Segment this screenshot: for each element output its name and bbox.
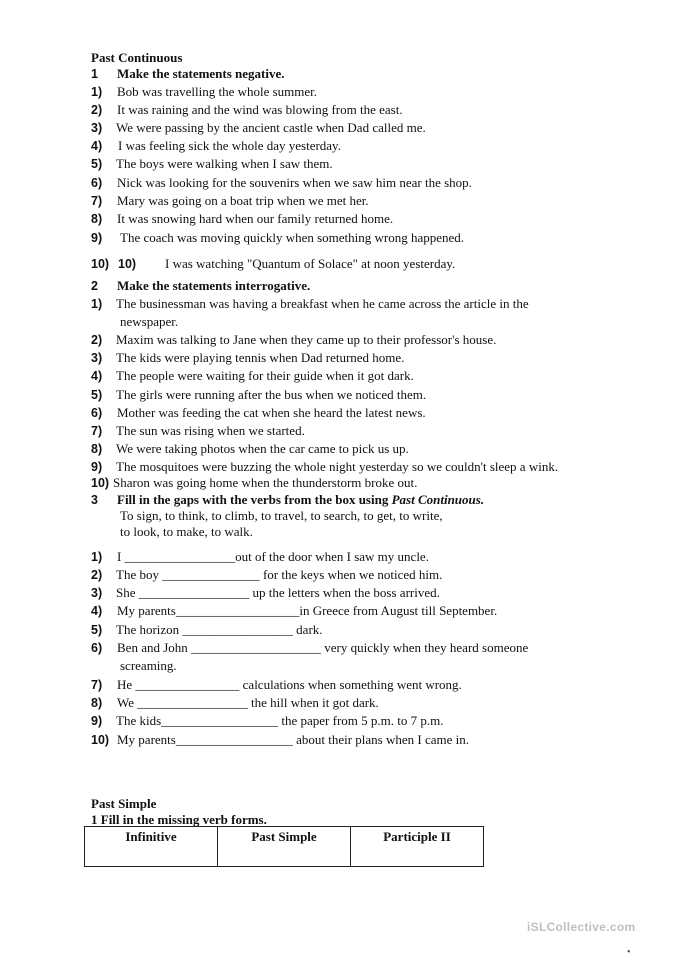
verb-box-line-1: To sign, to think, to climb, to travel, to search, to get, to write, xyxy=(120,508,443,523)
gap-sentence: Ben and John ____________________ very quickly when they heard someone xyxy=(117,640,529,655)
item-text: The people were waiting for their guide when it got dark. xyxy=(116,368,414,383)
gap-sentence: He ________________ calculations when something went wrong. xyxy=(117,677,462,692)
item-number-duplicate: 10) xyxy=(118,257,137,271)
item-text: It was snowing hard when our family returned home. xyxy=(117,211,394,226)
table-row xyxy=(85,827,484,867)
item-text: The coach was moving quickly when something wrong happened. xyxy=(120,230,465,245)
item-text: Mother was feeding the cat when she heard the latest news. xyxy=(117,405,426,420)
item-number: 6) xyxy=(91,641,103,655)
exercise-heading xyxy=(117,492,484,508)
item-text: It was raining and the wind was blowing from the east. xyxy=(117,102,403,117)
gap-sentence-continued: screaming. xyxy=(120,658,177,673)
verb-box-line-2: to look, to make, to walk. xyxy=(120,524,253,539)
gap-sentence: I _________________out of the door when I saw my uncle. xyxy=(117,549,429,564)
section-title-past-simple: Past Simple xyxy=(91,796,157,811)
item-number: 2) xyxy=(91,568,103,582)
table-header-infinitive: Infinitive xyxy=(85,827,218,867)
item-number: 10) xyxy=(91,257,110,271)
item-text: Maxim was talking to Jane when they came up to their professor's house. xyxy=(116,332,497,347)
item-number: 5) xyxy=(91,388,103,402)
item-text: The mosquitoes were buzzing the whole night yesterday so we couldn't sleep a wink. xyxy=(116,459,559,474)
section-title-past-continuous: Past Continuous xyxy=(91,50,183,65)
item-text: We were passing by the ancient castle when Dad called me. xyxy=(116,120,426,135)
item-text: We were taking photos when the car came to pick us up. xyxy=(116,441,409,456)
exercise-number: 3 xyxy=(91,493,98,507)
item-number: 2) xyxy=(91,103,103,117)
exercise-heading-tense: Past Continuous. xyxy=(391,492,485,507)
item-text: The businessman was having a breakfast when he came across the article in the xyxy=(116,296,529,311)
item-number: 10) xyxy=(91,733,110,747)
item-text: Mary was going on a boat trip when we met her. xyxy=(117,193,369,208)
item-number: 4) xyxy=(91,369,103,383)
exercise-heading: Make the statements interrogative. xyxy=(117,278,311,293)
footer-dot: • xyxy=(627,947,631,958)
exercise-number: 1 xyxy=(91,67,98,81)
item-text: The kids were playing tennis when Dad returned home. xyxy=(116,350,405,365)
item-text: The sun was rising when we started. xyxy=(116,423,305,438)
item-text: Nick was looking for the souvenirs when we saw him near the shop. xyxy=(117,175,472,190)
exercise-heading-text: Fill in the gaps with the verbs from the box using xyxy=(117,492,392,507)
item-number: 8) xyxy=(91,442,103,456)
item-number: 4) xyxy=(91,604,103,618)
item-text: I was feeling sick the whole day yesterday. xyxy=(118,138,341,153)
item-number: 9) xyxy=(91,460,103,474)
item-number: 9) xyxy=(91,231,103,245)
table-header-past-simple: Past Simple xyxy=(218,827,351,867)
verb-forms-table xyxy=(84,826,484,867)
item-number: 8) xyxy=(91,696,103,710)
item-number: 1) xyxy=(91,550,103,564)
exercise-heading: 1 Fill in the missing verb forms. xyxy=(91,812,267,827)
item-number: 6) xyxy=(91,406,103,420)
item-number: 3) xyxy=(91,121,103,135)
gap-sentence: She _________________ up the letters when the boss arrived. xyxy=(116,585,440,600)
item-number: 3) xyxy=(91,351,103,365)
item-number: 7) xyxy=(91,194,103,208)
item-text: I was watching "Quantum of Solace" at noon yesterday. xyxy=(165,256,456,271)
item-number: 10) xyxy=(91,476,110,490)
item-number: 4) xyxy=(91,139,103,153)
item-number: 1) xyxy=(91,85,103,99)
gap-sentence: We _________________ the hill when it got dark. xyxy=(117,695,379,710)
gap-sentence: The kids__________________ the paper from 5 p.m. to 7 p.m. xyxy=(116,713,444,728)
item-number: 8) xyxy=(91,212,103,226)
item-text-continued: newspaper. xyxy=(120,314,179,329)
item-number: 3) xyxy=(91,586,103,600)
gap-sentence: The boy _______________ for the keys when we noticed him. xyxy=(116,567,443,582)
item-text: The girls were running after the bus when we noticed them. xyxy=(116,387,427,402)
item-number: 7) xyxy=(91,424,103,438)
gap-sentence: My parents__________________ about their plans when I came in. xyxy=(117,732,470,747)
exercise-number: 2 xyxy=(91,279,98,293)
watermark: iSLCollective.com xyxy=(527,920,636,934)
item-number: 1) xyxy=(91,297,103,311)
table-header-participle: Participle II xyxy=(351,827,484,867)
item-number: 5) xyxy=(91,157,103,171)
exercise-heading: Make the statements negative. xyxy=(117,66,285,81)
item-text: Sharon was going home when the thunderstorm broke out. xyxy=(113,475,418,490)
item-number: 9) xyxy=(91,714,103,728)
item-text: Bob was travelling the whole summer. xyxy=(117,84,318,99)
item-number: 5) xyxy=(91,623,103,637)
item-number: 2) xyxy=(91,333,103,347)
item-text: The boys were walking when I saw them. xyxy=(116,156,333,171)
item-number: 7) xyxy=(91,678,103,692)
gap-sentence: My parents___________________in Greece from August till September. xyxy=(117,603,498,618)
item-number: 6) xyxy=(91,176,103,190)
gap-sentence: The horizon _________________ dark. xyxy=(116,622,323,637)
